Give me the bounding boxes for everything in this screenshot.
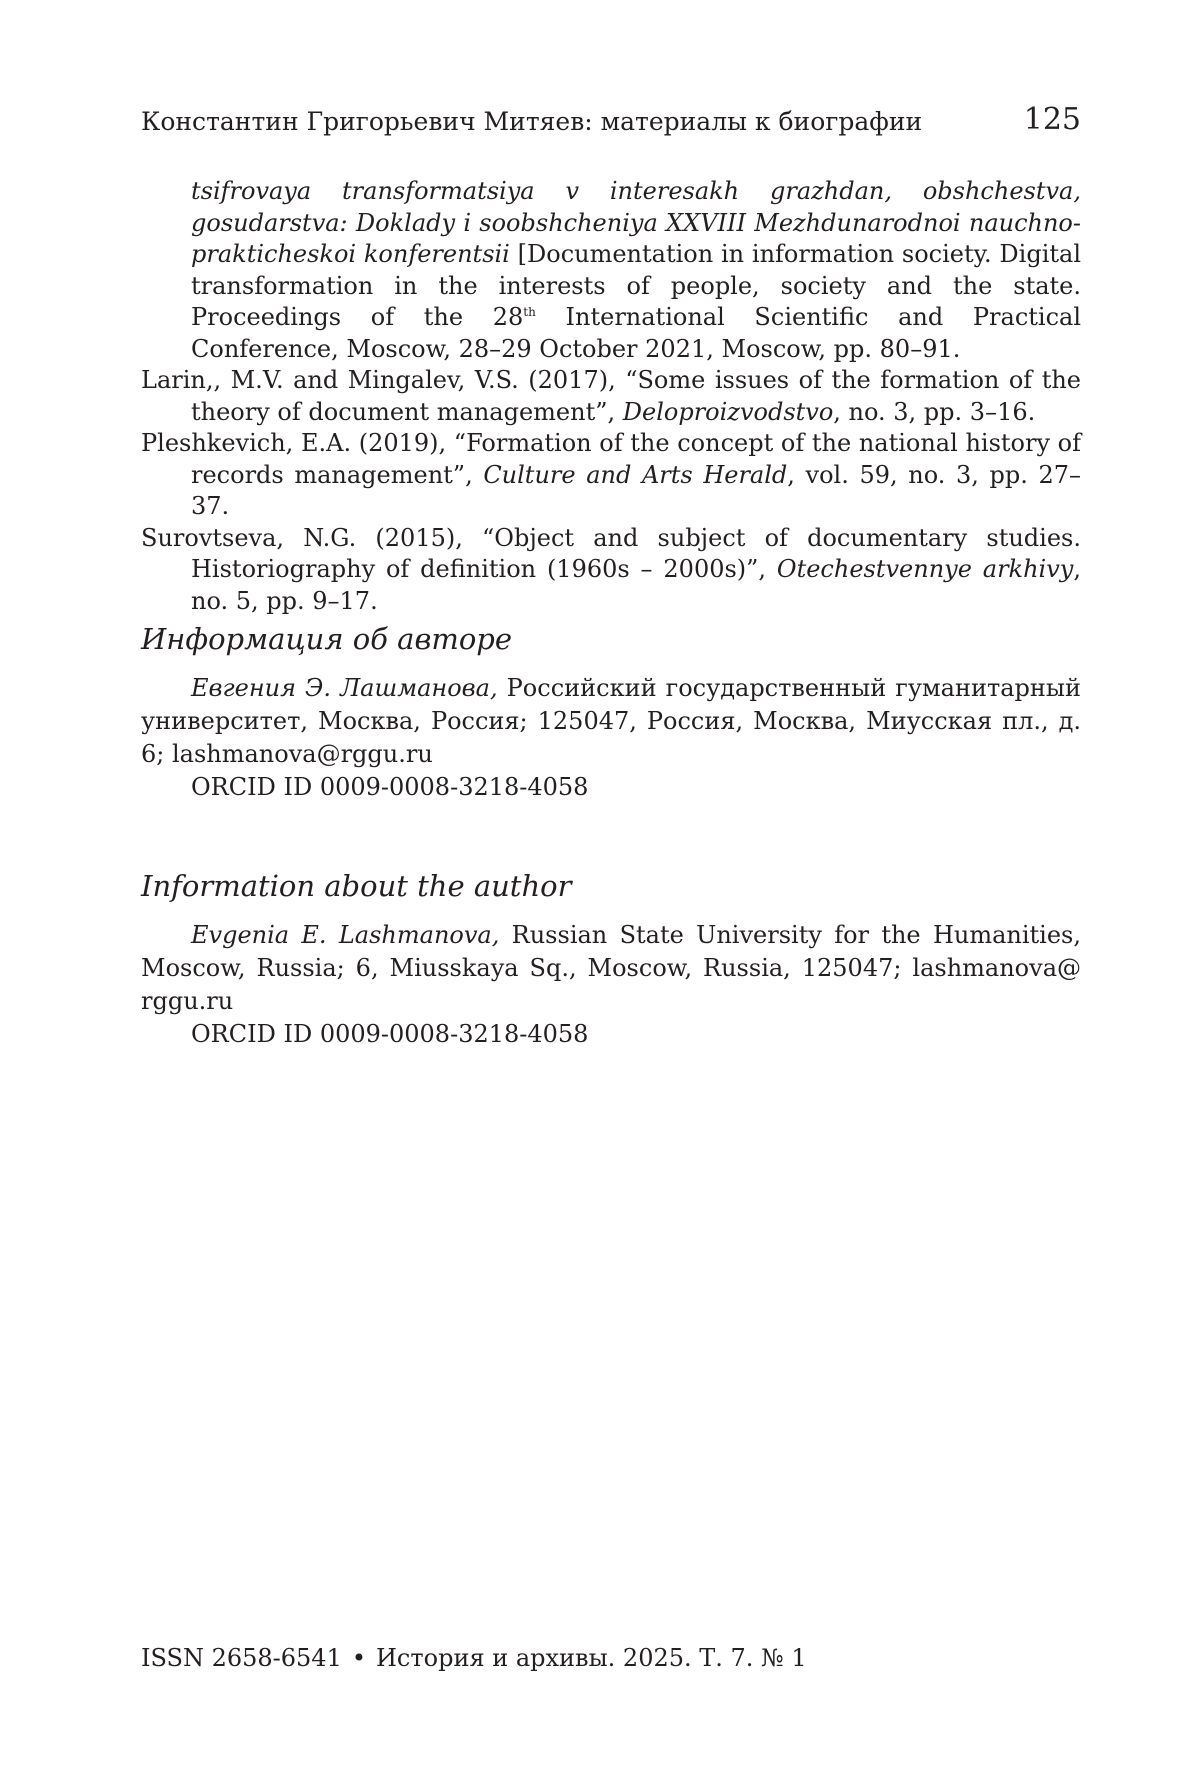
author-info-ru-paragraph [141, 672, 1081, 771]
reference-item [141, 523, 1081, 618]
running-header [141, 104, 1081, 140]
author-info-en [141, 867, 1081, 1051]
reference-journal: Deloproizvodstvo [622, 397, 834, 426]
references-list [141, 176, 1081, 617]
author-details-en: Russian State University for the Humanities, Moscow, Russia; 6, Miusskaya Sq., Moscow, Russia, 125047; lashmanova@ rggu.ru [141, 921, 1081, 1015]
footer-journal: История и архивы. 2025. Т. 7. № 1 [376, 1644, 807, 1672]
page-number: 125 [1023, 102, 1081, 137]
page-footer [141, 1642, 807, 1674]
reference-text: [Documentation in information society. Digital transformation in the interests of people, society and the state. Proceedings of the 28 [191, 240, 1082, 331]
reference-item [141, 428, 1081, 523]
reference-item [141, 365, 1081, 428]
reference-text: International Scientific and Practical Conference, Moscow, 28–29 October 2021, Moscow, pp. 80–91. [191, 303, 1082, 363]
reference-text: Larin,, M.V. and Mingalev, V.S. (2017), “Some issues of the formation of the theory of document management”, [141, 366, 1081, 426]
author-info-ru [141, 620, 1081, 804]
reference-text: , vol. 59, no. 3, pp. 27–37. [191, 460, 1081, 520]
author-info-en-paragraph [141, 919, 1081, 1018]
running-header-title: Константин Григорьевич Митяев: материалы к биографии [141, 107, 923, 136]
reference-text: Surovtseva, N.G. (2015), “Object and subject of documentary studies. Historiography of definition (1960s – 2000s)”, [141, 523, 1081, 583]
orcid-en: ORCID ID 0009-0008-3218-4058 [191, 1020, 589, 1048]
author-info-ru-heading: Информация об авторе [141, 622, 513, 656]
author-info-en-heading: Information about the author [141, 869, 572, 903]
author-name-en: Evgenia E. Lashmanova, [191, 921, 500, 949]
reference-text: , no. 3, pp. 3–16. [833, 397, 1036, 426]
document-page [141, 0, 1081, 1780]
reference-superscript: th [523, 305, 536, 319]
reference-italic-title: tsifrovaya transformatsiya v interesakh grazhdan, obshchestva, gosudarstva: Doklady i soobshcheniya XXVIII Mezhdunarodnoi nauchno-prakticheskoi konferentsii [191, 177, 1081, 268]
footer-separator: • [351, 1644, 366, 1672]
footer-issn: ISSN 2658-6541 [141, 1644, 342, 1672]
reference-item [141, 176, 1081, 365]
reference-text: Pleshkevich, E.A. (2019), “Formation of the concept of the national history of records management”, [141, 429, 1081, 489]
author-name-ru: Евгения Э. Лашманова, [191, 674, 498, 702]
author-details-ru: Российский государственный гуманитарный университет, Москва, Россия; 125047, Россия, Москва, Миусская пл., д. 6; lashmanova@rggu.ru [141, 674, 1081, 768]
reference-journal: Otechestvennye arkhivy [776, 555, 1074, 583]
reference-text: , no. 5, pp. 9–17. [191, 555, 1081, 615]
orcid-ru: ORCID ID 0009-0008-3218-4058 [191, 773, 589, 801]
reference-journal: Culture and Arts Herald [483, 460, 788, 489]
